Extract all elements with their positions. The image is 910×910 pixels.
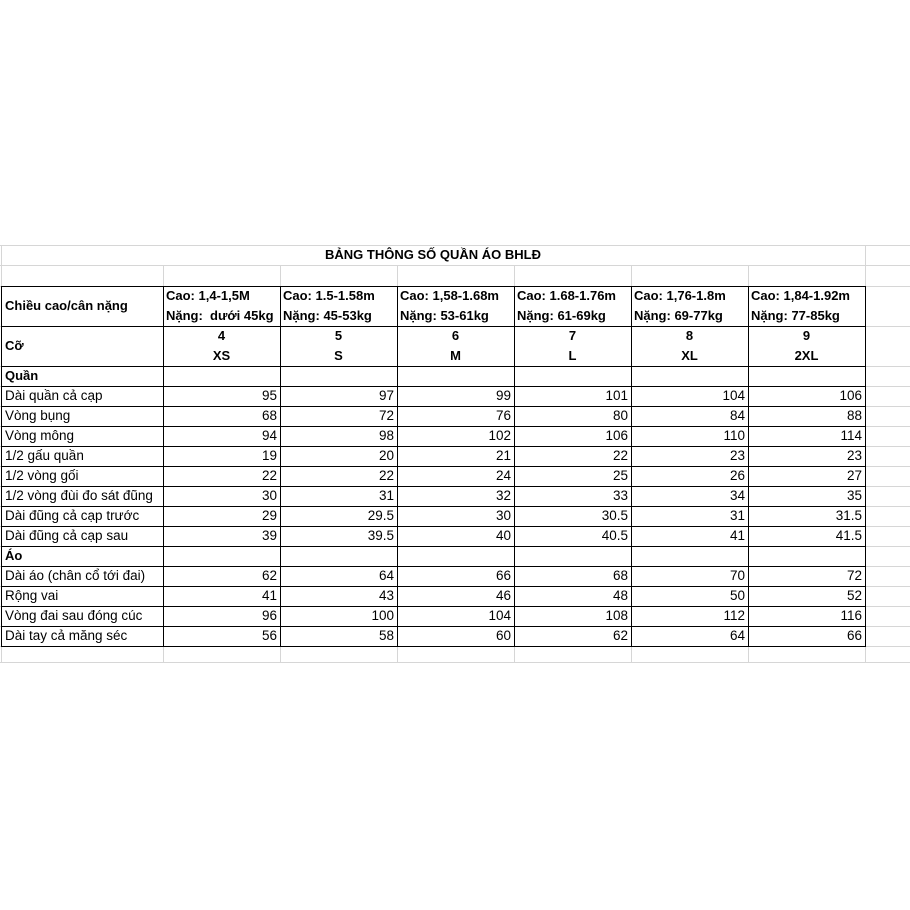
measurement-cell: 64 <box>378 568 394 583</box>
measurement-cell: 95 <box>261 388 277 403</box>
measurement-cell: 114 <box>840 428 862 443</box>
measurement-cell: 104 <box>488 608 511 623</box>
measurement-cell: 52 <box>846 588 862 603</box>
measurement-cell: 26 <box>729 468 745 483</box>
weight-range: Nặng: 53-61kg <box>400 308 489 323</box>
table-row <box>1 526 865 546</box>
measurement-cell: 84 <box>729 408 745 423</box>
row-label: 1/2 gấu quần <box>5 448 84 463</box>
measurement-cell: 62 <box>612 628 628 643</box>
measurement-cell: 104 <box>722 388 745 403</box>
height-range: Cao: 1.68-1.76m <box>517 288 616 303</box>
table-row <box>1 446 865 466</box>
height-range: Cao: 1,4-1,5M <box>166 288 250 303</box>
size-number: 7 <box>568 328 577 343</box>
measurement-cell: 112 <box>723 608 745 623</box>
size-number: 4 <box>217 328 226 343</box>
size-code: M <box>450 348 461 363</box>
measurement-cell: 98 <box>378 428 394 443</box>
measurement-cell: 31.5 <box>835 508 862 523</box>
measurement-cell: 22 <box>261 468 277 483</box>
measurement-cell: 70 <box>729 568 745 583</box>
measurement-cell: 62 <box>261 568 277 583</box>
measurement-cell: 116 <box>840 608 862 623</box>
measurement-cell: 32 <box>495 488 511 503</box>
measurement-cell: 56 <box>261 628 277 643</box>
measurement-cell: 31 <box>729 508 745 523</box>
table-row <box>1 626 865 646</box>
measurement-cell: 72 <box>846 568 862 583</box>
table-row <box>1 426 865 446</box>
table-row <box>1 406 865 426</box>
size-code: XS <box>212 348 231 363</box>
measurement-cell: 94 <box>261 428 277 443</box>
height-range: Cao: 1,58-1.68m <box>400 288 499 303</box>
measurement-cell: 20 <box>378 448 394 463</box>
size-number: 6 <box>451 328 460 343</box>
weight-range: Nặng: dưới 45kg <box>166 308 274 323</box>
height-weight-label: Chiều cao/cân nặng <box>5 298 128 313</box>
measurement-cell: 22 <box>612 448 628 463</box>
table-row <box>1 386 865 406</box>
row-label: Dài tay cả măng séc <box>5 628 128 643</box>
measurement-cell: 34 <box>729 488 745 503</box>
measurement-cell: 29.5 <box>367 508 394 523</box>
measurement-cell: 40.5 <box>601 528 628 543</box>
measurement-cell: 31 <box>378 488 394 503</box>
measurement-cell: 39 <box>261 528 277 543</box>
row-label: Rộng vai <box>5 588 59 603</box>
measurement-cell: 64 <box>729 628 745 643</box>
size-column-header <box>397 286 514 326</box>
size-number: 5 <box>334 328 343 343</box>
measurement-cell: 88 <box>846 408 862 423</box>
row-label: Dài quần cả cạp <box>5 388 103 403</box>
measurement-cell: 97 <box>378 388 394 403</box>
measurement-cell: 108 <box>605 608 628 623</box>
measurement-cell: 30 <box>495 508 511 523</box>
measurement-cell: 19 <box>261 448 277 463</box>
table-row <box>1 466 865 486</box>
measurement-cell: 96 <box>261 608 277 623</box>
measurement-cell: 50 <box>729 588 745 603</box>
measurement-cell: 58 <box>378 628 394 643</box>
measurement-cell: 30 <box>261 488 277 503</box>
measurement-cell: 23 <box>846 448 862 463</box>
section-row <box>1 366 865 386</box>
size-code: 2XL <box>794 348 819 363</box>
measurement-cell: 66 <box>495 568 511 583</box>
size-number: 9 <box>802 328 811 343</box>
measurement-cell: 68 <box>612 568 628 583</box>
measurement-cell: 101 <box>605 388 628 403</box>
measurement-cell: 43 <box>378 588 394 603</box>
weight-range: Nặng: 45-53kg <box>283 308 372 323</box>
weight-range: Nặng: 61-69kg <box>517 308 606 323</box>
measurement-cell: 41.5 <box>835 528 862 543</box>
measurement-cell: 60 <box>495 628 511 643</box>
section-header: Áo <box>5 548 23 563</box>
size-column <box>163 326 280 366</box>
measurement-cell: 110 <box>723 428 745 443</box>
measurement-cell: 80 <box>612 408 628 423</box>
height-range: Cao: 1.5-1.58m <box>283 288 375 303</box>
measurement-cell: 48 <box>612 588 628 603</box>
measurement-cell: 106 <box>605 428 628 443</box>
row-label: Dài áo (chân cổ tới đai) <box>5 568 146 583</box>
section-header: Quần <box>5 368 39 383</box>
measurement-cell: 46 <box>495 588 511 603</box>
measurement-cell: 66 <box>846 628 862 643</box>
size-column-header <box>514 286 631 326</box>
measurement-cell: 35 <box>846 488 862 503</box>
measurement-cell: 30.5 <box>601 508 628 523</box>
measurement-cell: 41 <box>729 528 745 543</box>
row-label: Vòng đai sau đóng cúc <box>5 608 143 623</box>
size-column-header <box>748 286 865 326</box>
size-column-header <box>631 286 748 326</box>
weight-range: Nặng: 69-77kg <box>634 308 723 323</box>
measurement-cell: 39.5 <box>367 528 394 543</box>
row-label: Vòng mông <box>5 428 75 443</box>
size-column <box>631 326 748 366</box>
size-column <box>748 326 865 366</box>
size-label: Cỡ <box>5 338 24 353</box>
measurement-cell: 99 <box>495 388 511 403</box>
size-code: S <box>334 348 343 363</box>
measurement-cell: 33 <box>612 488 628 503</box>
row-label: 1/2 vòng đùi đo sát đũng <box>5 488 153 503</box>
height-range: Cao: 1,84-1.92m <box>751 288 850 303</box>
measurement-cell: 23 <box>729 448 745 463</box>
measurement-cell: 102 <box>488 428 511 443</box>
measurement-cell: 24 <box>495 468 511 483</box>
size-code: XL <box>681 348 698 363</box>
size-column <box>280 326 397 366</box>
row-label: 1/2 vòng gối <box>5 468 79 483</box>
row-label: Vòng bụng <box>5 408 71 423</box>
size-column <box>514 326 631 366</box>
measurement-cell: 76 <box>495 408 511 423</box>
table-row <box>1 506 865 526</box>
measurement-cell: 72 <box>378 408 394 423</box>
table-row <box>1 486 865 506</box>
measurement-cell: 27 <box>846 468 862 483</box>
size-column-header <box>280 286 397 326</box>
measurement-cell: 29 <box>261 508 277 523</box>
measurement-cell: 22 <box>378 468 394 483</box>
sheet-title: BẢNG THÔNG SỐ QUẦN ÁO BHLĐ <box>325 247 541 262</box>
measurement-cell: 68 <box>261 408 277 423</box>
row-label: Dài đũng cả cạp trước <box>5 508 140 523</box>
size-code: L <box>568 348 577 363</box>
measurement-cell: 106 <box>839 388 862 403</box>
measurement-cell: 25 <box>612 468 628 483</box>
measurement-cell: 100 <box>371 608 394 623</box>
size-column-header <box>163 286 280 326</box>
measurement-cell: 21 <box>495 448 511 463</box>
height-range: Cao: 1,76-1.8m <box>634 288 726 303</box>
section-row <box>1 546 865 566</box>
weight-range: Nặng: 77-85kg <box>751 308 840 323</box>
size-column <box>397 326 514 366</box>
measurement-cell: 40 <box>495 528 511 543</box>
table-row <box>1 586 865 606</box>
measurement-cell: 41 <box>261 588 277 603</box>
table-row <box>1 566 865 586</box>
table-row <box>1 606 865 626</box>
row-label: Dài đũng cả cạp sau <box>5 528 129 543</box>
size-number: 8 <box>685 328 694 343</box>
